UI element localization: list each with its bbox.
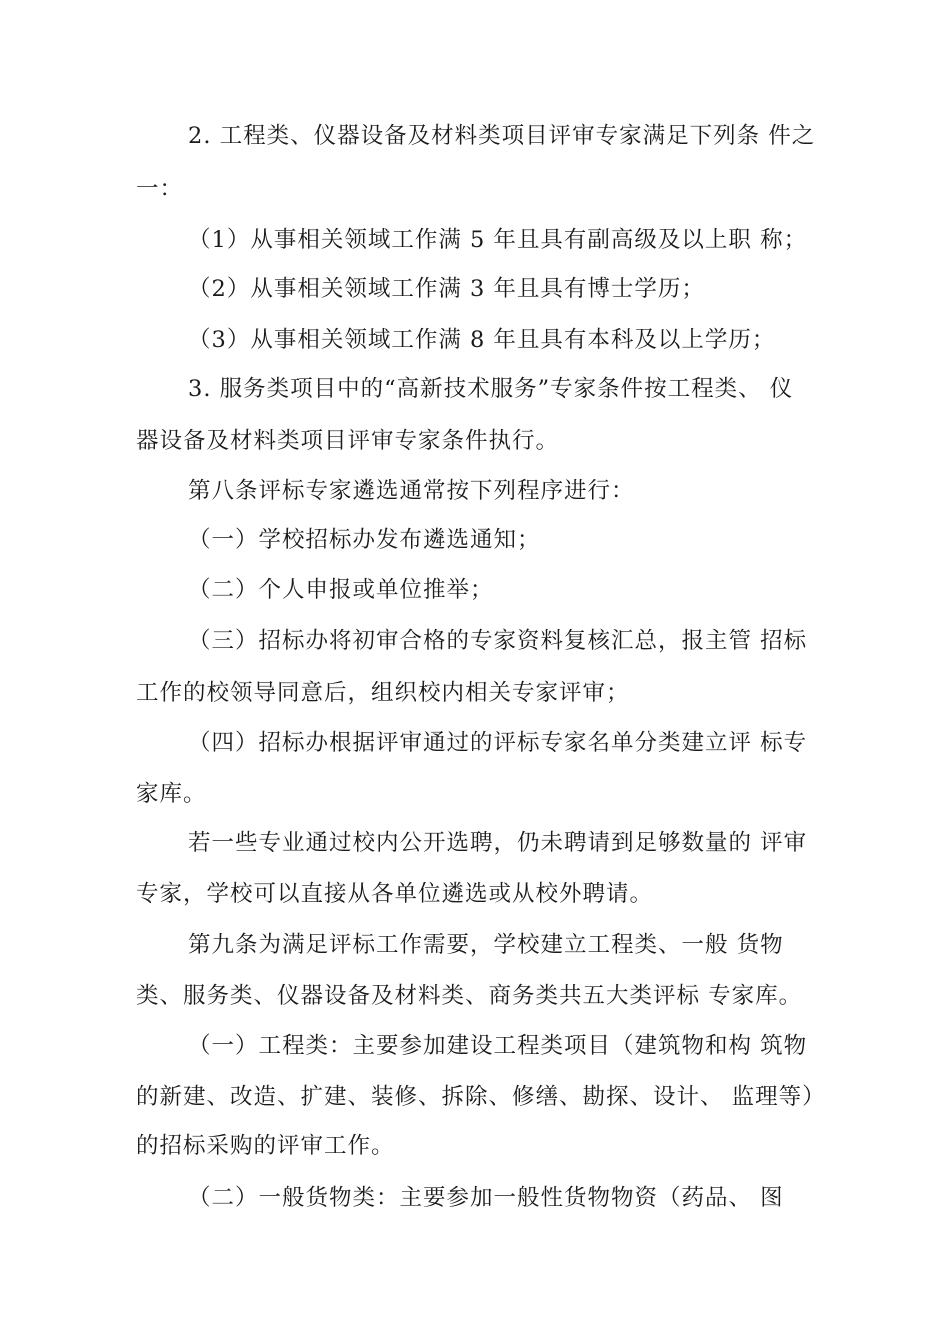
text-line: 专家，学校可以直接从各单位遴选或从校外聘请。 xyxy=(136,881,654,907)
text-line: 的新建、改造、扩建、装修、拆除、修缮、勘探、设计、 监理等） xyxy=(136,1084,826,1110)
text-line: （3）从事相关领域工作满 8 年且具有本科及以上学历； xyxy=(188,327,776,353)
text-line: 工作的校领导同意后，组织校内相关专家评审； xyxy=(136,680,630,706)
text-line: 家库。 xyxy=(136,781,207,807)
text-line: （二）个人申报或单位推举； xyxy=(188,577,494,603)
text-line: （2）从事相关领域工作满 3 年且具有博士学历； xyxy=(188,276,705,302)
text-line: 若一些专业通过校内公开选聘，仍未聘请到足够数量的 评审 xyxy=(188,830,808,856)
text-line: （二）一般货物类：主要参加一般性货物物资（药品、 图 xyxy=(188,1185,784,1211)
text-line: （1）从事相关领域工作满 5 年且具有副高级及以上职 称； xyxy=(188,227,808,253)
text-line: 3. 服务类项目中的“高新技术服务”专家条件按工程类、 仪 xyxy=(188,376,794,402)
text-line: 类、服务类、仪器设备及材料类、商务类共五大类评标 专家库。 xyxy=(136,983,803,1009)
text-line: 第八条评标专家遴选通常按下列程序进行： xyxy=(188,478,635,504)
text-line: 的招标采购的评审工作。 xyxy=(136,1133,395,1159)
text-line: （一）学校招标办发布遴选通知； xyxy=(188,527,541,553)
text-line: 一： xyxy=(136,176,184,202)
text-line: 器设备及材料类项目评审专家条件执行。 xyxy=(136,428,560,454)
text-line: （四）招标办根据评审通过的评标专家名单分类建立评 标专 xyxy=(188,730,808,756)
text-line: 第九条为满足评标工作需要，学校建立工程类、一般 货物 xyxy=(188,932,784,958)
text-line: （三）招标办将初审合格的专家资料复核汇总，报主管 招标 xyxy=(188,628,808,654)
text-line: （一）工程类：主要参加建设工程类项目（建筑物和构 筑物 xyxy=(188,1033,808,1059)
text-line: 2. 工程类、仪器设备及材料类项目评审专家满足下列条 件之 xyxy=(188,123,816,149)
